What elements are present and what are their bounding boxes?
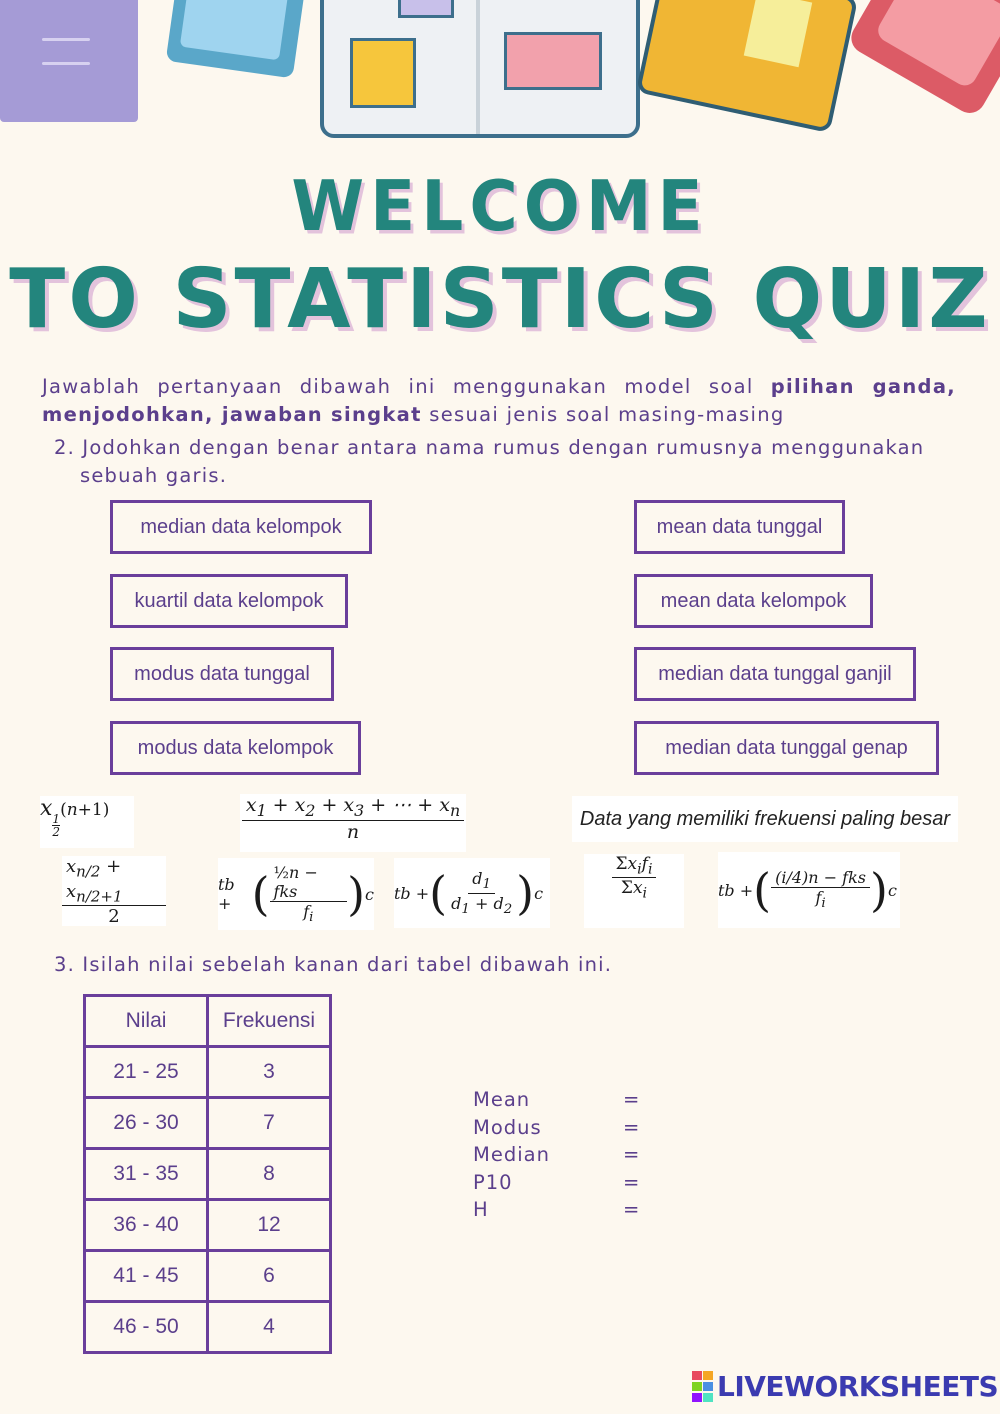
answer-equals: =	[623, 1115, 641, 1139]
answer-row-modus	[473, 1114, 640, 1142]
table-header-frekuensi: Frekuensi	[208, 996, 331, 1047]
question-3-text: Isilah nilai sebelah kanan dari tabel dibawah ini.	[82, 953, 613, 976]
answer-label: P10	[473, 1170, 513, 1194]
answer-row-median	[473, 1141, 640, 1169]
liveworksheets-logo-icon	[692, 1371, 713, 1403]
table-row	[85, 1098, 331, 1149]
table-header-nilai: Nilai	[85, 996, 208, 1047]
decorative-open-book	[320, 0, 640, 138]
table-cell-nilai: 41 - 45	[85, 1251, 208, 1302]
question-3	[54, 951, 612, 979]
match-box-left-4[interactable]: modus data kelompok	[110, 721, 361, 775]
decorative-book-red	[846, 0, 1000, 119]
table-cell-frekuensi: 7	[208, 1098, 331, 1149]
answer-label: Mean	[473, 1088, 531, 1111]
formula-median-even[interactable]: $\frac{x_{n/2} + x_{n/2+1}}{2}$	[62, 856, 166, 926]
answer-row-mean	[473, 1086, 640, 1114]
frequency-table	[83, 994, 332, 1354]
table-cell-nilai: 21 - 25	[85, 1047, 208, 1098]
liveworksheets-logo-text: LIVEWORKSHEETS	[717, 1370, 999, 1403]
table-cell-nilai: 46 - 50	[85, 1302, 208, 1353]
answer-label: Median	[473, 1143, 550, 1166]
formula-median-odd[interactable]: x $\frac{1}{2}$ (n+1)	[40, 796, 134, 848]
decorative-book-yellow	[636, 0, 858, 133]
answer-equals: =	[623, 1143, 641, 1166]
title-statistics-quiz: TO STATISTICS QUIZ	[9, 252, 991, 347]
table-cell-frekuensi: 12	[208, 1200, 331, 1251]
formula-mode-group[interactable]: tb + ( $\frac{d_1}{d_1 + d_2}$ ) c	[394, 858, 550, 928]
formula-mean-single[interactable]: $\frac{x_1 + x_2 + x_3 + \cdots + x_n}{n}$	[240, 794, 466, 852]
question-2-text: Jodohkan dengan benar antara nama rumus dengan rumusnya menggunakan	[82, 436, 925, 459]
title-welcome: WELCOME	[291, 166, 709, 247]
answer-equals: =	[623, 1088, 641, 1111]
question-2	[54, 434, 958, 490]
match-box-right-3[interactable]: median data tunggal ganjil	[634, 647, 916, 701]
table-cell-nilai: 36 - 40	[85, 1200, 208, 1251]
answer-list	[473, 1086, 640, 1224]
table-cell-frekuensi: 6	[208, 1251, 331, 1302]
decorative-book-purple	[0, 0, 138, 122]
match-box-right-1[interactable]: mean data tunggal	[634, 500, 845, 554]
table-cell-frekuensi: 8	[208, 1149, 331, 1200]
table-cell-nilai: 26 - 30	[85, 1098, 208, 1149]
table-row	[85, 1251, 331, 1302]
answer-label: H	[473, 1198, 489, 1221]
formula-mean-group[interactable]: $\frac{\Sigma x_if_i}{\Sigma x_i}$	[584, 854, 684, 928]
decorative-book-blue	[166, 0, 307, 78]
table-cell-nilai: 31 - 35	[85, 1149, 208, 1200]
match-box-left-2[interactable]: kuartil data kelompok	[110, 574, 348, 628]
table-row	[85, 1047, 331, 1098]
question-2-number: 2.	[54, 436, 76, 459]
formula-quartile-group[interactable]: tb + ( $\frac{\text{(i/4)n − fks}}{f_i}$ ) c	[718, 852, 900, 928]
answer-equals: =	[623, 1198, 641, 1221]
table-header-row	[85, 996, 331, 1047]
table-cell-frekuensi: 3	[208, 1047, 331, 1098]
answer-row-p10	[473, 1169, 640, 1197]
match-box-right-4[interactable]: median data tunggal genap	[634, 721, 939, 775]
answer-equals: =	[623, 1170, 641, 1194]
answer-label: Modus	[473, 1115, 542, 1139]
answer-row-h	[473, 1196, 640, 1224]
formula-median-group[interactable]: tb + ( $\frac{\text{½n − fks}}{f_i}$ ) c	[218, 858, 374, 930]
question-3-number: 3.	[54, 953, 76, 976]
table-row	[85, 1302, 331, 1353]
match-box-right-2[interactable]: mean data kelompok	[634, 574, 873, 628]
question-2-text-cont: sebuah garis.	[80, 464, 228, 487]
table-row	[85, 1200, 331, 1251]
match-box-left-1[interactable]: median data kelompok	[110, 500, 372, 554]
intro-instructions: Jawablah pertanyaan dibawah ini menggunakan model soal pilihan ganda, menjodohkan, jawaban singkat sesuai jenis soal masing-masing	[42, 375, 956, 426]
match-box-left-3[interactable]: modus data tunggal	[110, 647, 334, 701]
liveworksheets-logo[interactable]	[692, 1370, 998, 1403]
table-row	[85, 1149, 331, 1200]
table-cell-frekuensi: 4	[208, 1302, 331, 1353]
formula-mode-text[interactable]: Data yang memiliki frekuensi paling besar	[572, 796, 958, 842]
